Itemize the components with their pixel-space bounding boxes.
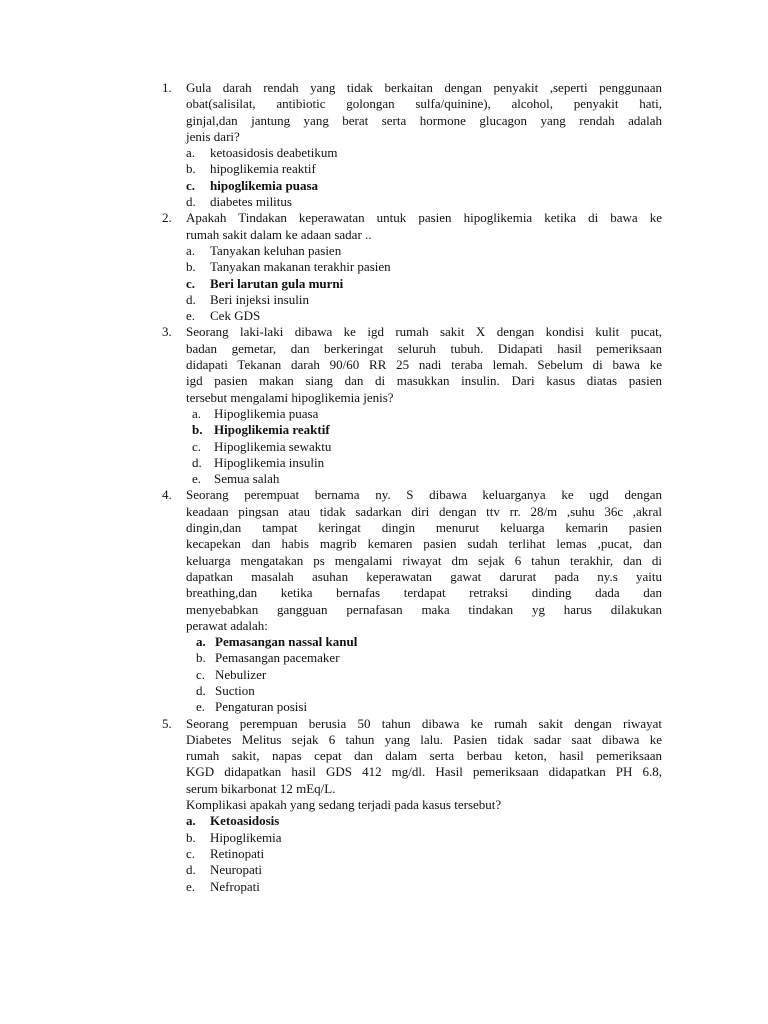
option-letter: d. [186,862,196,878]
question-line: Apakah Tindakan keperawatan untuk pasien hipoglikemia ketika di bawa ke [186,210,662,226]
question-line: breathing,dan ketika bernafas terdapat retraksi dinding dada dan [186,585,662,601]
option-d [0,862,768,878]
question-line: Seorang perempuan berusia 50 tahun dibawa ke rumah sakit dengan riwayat [186,715,662,731]
option-letter: d. [192,454,202,470]
option-text: Retinopati [210,845,265,861]
option-c [0,667,768,683]
option-letter: d. [186,194,196,210]
option-text: Suction [215,682,255,698]
option-text: Beri injeksi insulin [210,291,309,307]
question-line: perawat adalah: [186,617,268,633]
options-list [0,145,768,210]
question-line: Gula darah rendah yang tidak berkaitan dengan penyakit ,seperti penggunaan [186,80,662,95]
question-line: dapatkan masalah asuhan keperawatan gawat darurat pada ny.s yaitu [186,568,662,584]
option-letter: c. [192,438,202,454]
options-list [0,813,768,894]
option-a-answer [0,634,768,650]
option-text: Hipoglikemia puasa [214,405,319,421]
question-2 [0,210,768,324]
question-text [186,324,662,405]
option-e [0,699,768,715]
question-text [186,716,662,814]
option-text: Beri larutan gula murni [210,275,344,291]
option-b [0,161,768,177]
option-text: Pemasangan nassal kanul [215,634,358,650]
option-letter: a. [196,634,206,650]
option-letter: a. [186,813,196,829]
option-text: hipoglikemia reaktif [210,161,316,177]
option-letter: d. [196,682,206,698]
option-c [0,439,768,455]
question-line: keluarga mengatakan ps mengalami riwayat dm sejak 6 tahun terakhir, dan di [186,552,662,568]
option-c [0,846,768,862]
question-line: igd pasien makan siang dan di masukkan insulin. Dari kasus diatas pasien [186,373,662,389]
option-text: hipoglikemia puasa [210,177,319,193]
question-number: 3. [162,324,172,340]
option-text: diabetes militus [210,194,292,210]
option-text: Tanyakan keluhan pasien [210,242,342,258]
question-line: kecapekan dan habis magrib kemaren pasien sudah terlihat lemas ,pucat, dan [186,536,662,552]
option-d [0,455,768,471]
question-line: rumah sakit, napas cepat dan dalam serta berbau keton, hasil pemeriksaan [186,748,662,764]
question-line: serum bikarbonat 12 mEq/L. [186,780,336,796]
option-letter: b. [186,161,196,177]
option-letter: e. [192,471,202,487]
option-text: Hipoglikemia sewaktu [214,438,332,454]
question-line: tersebut mengalami hipoglikemia jenis? [186,389,394,405]
option-text: Pemasangan pacemaker [215,650,340,666]
question-line: keadaan pingsan atau tidak sadarkan diri dengan ttv rr. 28/m ,suhu 36c ,akral [186,503,662,519]
question-line: ginjal,dan jantung yang berat serta hormone glucagon yang rendah adalah [186,112,662,128]
option-letter: b. [192,422,203,438]
option-a [0,406,768,422]
option-b [0,650,768,666]
question-text [186,210,662,243]
option-a [0,243,768,259]
question-prompt-line: Komplikasi apakah yang sedang terjadi pada kasus tersebut? [186,797,502,813]
question-5 [0,716,768,895]
question-line: dingin,dan tampat keringat dingin menurut keluarga kemarin pasien [186,520,662,536]
option-text: Nefropati [210,878,260,894]
option-text: Nebulizer [215,666,267,682]
option-letter: a. [186,145,196,161]
option-text: Pengaturan posisi [215,699,308,715]
option-letter: b. [196,650,206,666]
option-d [0,683,768,699]
question-line: rumah sakit dalam ke adaan sadar .. [186,226,372,242]
option-a-answer [0,813,768,829]
question-number: 1. [162,80,172,95]
option-c-answer [0,276,768,292]
question-line: KGD didapatkan hasil GDS 412 mg/dl. Hasil pemeriksaan didapatkan PH 6.8, [186,764,662,780]
option-letter: a. [186,242,196,258]
option-letter: e. [196,699,206,715]
option-text: Tanyakan makanan terakhir pasien [210,259,391,275]
option-e [0,308,768,324]
option-letter: c. [186,275,196,291]
option-b-answer [0,422,768,438]
option-c-answer [0,178,768,194]
option-b [0,259,768,275]
question-line: obat(salisilat, antibiotic golongan sulfa/quinine), alcohol, penyakit hati, [186,96,662,112]
option-letter: b. [186,259,196,275]
question-line: menyebabkan gangguan pernafasan maka tindakan yg harus dilakukan [186,601,662,617]
option-text: Hipoglikemia [210,829,282,845]
question-line: didapati Tekanan darah 90/60 RR 25 nadi teraba lemah. Sebelum di bawa ke [186,357,662,373]
option-e [0,879,768,895]
document-page [0,80,768,895]
option-b [0,830,768,846]
question-number: 4. [162,487,172,503]
option-letter: c. [186,177,196,193]
option-text: Neuropati [210,862,262,878]
option-text: Cek GDS [210,308,261,324]
question-line: badan gemetar, dan berkeringat seluruh tubuh. Didapati hasil pemeriksaan [186,340,662,356]
question-number: 2. [162,210,172,226]
options-list [0,634,768,715]
option-text: Hipoglikemia insulin [214,454,325,470]
option-letter: b. [186,829,196,845]
question-line: Diabetes Melitus sejak 6 tahun yang lalu. Pasien tidak sadar saat dibawa ke [186,731,662,747]
options-list [0,243,768,324]
option-letter: d. [186,291,196,307]
option-d [0,194,768,210]
option-letter: e. [186,878,196,894]
option-text: Ketoasidosis [210,813,280,829]
option-d [0,292,768,308]
option-letter: e. [186,308,196,324]
question-4 [0,487,768,715]
option-text: Hipoglikemia reaktif [214,422,330,438]
question-3 [0,324,768,487]
question-number: 5. [162,715,172,731]
question-line: Seorang perempuat bernama ny. S dibawa keluarganya ke ugd dengan [186,487,662,503]
question-1 [0,80,768,210]
option-text: ketoasidosis deabetikum [210,145,338,161]
question-text [186,80,662,145]
option-text: Semua salah [214,471,280,487]
question-line: jenis dari? [186,128,240,144]
question-text [186,487,662,634]
option-letter: a. [192,405,202,421]
options-list [0,406,768,487]
option-a [0,145,768,161]
option-letter: c. [196,666,206,682]
option-letter: c. [186,845,196,861]
option-e [0,471,768,487]
question-line: Seorang laki-laki dibawa ke igd rumah sakit X dengan kondisi kulit pucat, [186,324,662,340]
